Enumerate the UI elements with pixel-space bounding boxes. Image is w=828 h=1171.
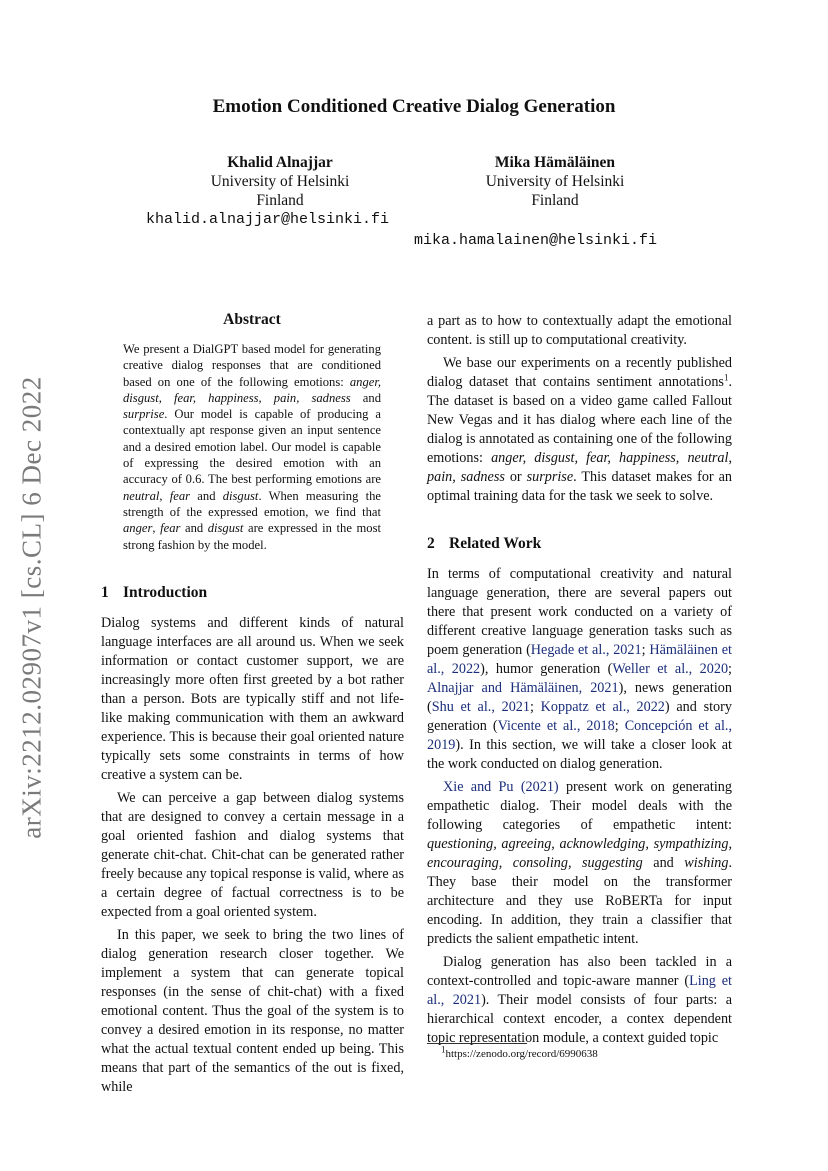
abstract-text: We present a DialGPT based model for generating creative dialog responses that are conditioned based on one of the following emotions: anger, disgust, fear, happiness, pain, sadness and surprise. Our model is capable of producing a contextually apt response given an input sentence and a desired emotion label. Our model is capable of expressing the desired emotion with an accuracy of 0.6. The best performing emotions are neutral, fear and disgust. When measuring the strength of the expressed emotion, we find that anger, fear and disgust are expressed in the most strong fashion by the model.	[123, 342, 381, 552]
citation-link[interactable]: Vicente et al., 2018	[497, 718, 615, 734]
footnote: $^1$https://zenodo.org/record/6990638	[441, 1044, 598, 1060]
author-email[interactable]: khalid.alnajjar@helsinki.fi	[146, 211, 390, 228]
author-1	[180, 153, 380, 210]
author-affiliation: University of Helsinki	[485, 173, 625, 190]
author-name: Mika Hämäläinen	[494, 154, 616, 171]
author-name: Khalid Alnajjar	[227, 154, 333, 171]
citation-link[interactable]: Alnajjar and Hämäläinen, 2021	[427, 680, 619, 696]
citation-link[interactable]: Ling et al., 2021	[427, 973, 732, 1008]
citation-link[interactable]: Concepción et al., 2019	[427, 718, 732, 753]
citation-link[interactable]: Weller et al., 2020	[612, 661, 729, 677]
citation-link[interactable]: Shu et al., 2021	[431, 699, 530, 715]
author-email[interactable]: mika.hamalainen@helsinki.fi	[414, 232, 658, 249]
footnote-url[interactable]: https://zenodo.org/record/6990638	[445, 1048, 598, 1060]
paragraph: In this paper, we seek to bring the two lines of dialog generation research closer together. We implement a system that can generate topical responses (in the sense of chit-chat) with a fixed emotional content. Thus the goal of the system is to convey a desired emotion in its response, no matter what the actual textual content ended up being. This means that part of the semantics of the out is fixed, while	[101, 927, 404, 1095]
author-country: Finland	[256, 192, 304, 209]
citation-link[interactable]: Xie and Pu (2021)	[443, 779, 559, 795]
paragraph: In terms of computational creativity and natural language generation, there are several papers out there that present work conducted on a variety of different creative language generation tasks such as poem generation (Hegade et al., 2021; Hämäläinen et al., 2022), humor generation (Weller et al., 2020; Alnajjar and Hämäläinen, 2021), news generation (Shu et al., 2021; Koppatz et al., 2022) and story generation (Vicente et al., 2018; Concepción et al., 2019). In this section, we will take a closer look at the work conducted on dialog generation.	[427, 566, 732, 772]
paragraph: Xie and Pu (2021) present work on generating empathetic dialog. Their model deals with the following categories of empathetic intent: questioning, agreeing, acknowledging, sympathizing, encouraging, consoling, suggesting and wishing. They base their model on the transformer architecture and they use RoBERTa for input encoding. In addition, they train a classifier that predicts the salient empathetic intent.	[427, 779, 732, 947]
intro-left-text	[101, 614, 404, 1097]
related-work-text	[427, 565, 732, 1048]
section-heading-introduction: 1 Introduction	[101, 584, 208, 601]
paragraph: We can perceive a gap between dialog systems that are designed to convey a certain message in a goal oriented fashion and dialog systems that generate chit-chat. Chit-chat can be generated rather freely because any topical response is valid, where as a certain degree of factual correctness is to be expected from a goal oriented system.	[101, 790, 404, 920]
intro-right-text	[427, 312, 732, 506]
paper-title: Emotion Conditioned Creative Dialog Generation	[212, 96, 616, 117]
section-heading-related-work: 2 Related Work	[427, 535, 542, 552]
author-country: Finland	[531, 192, 579, 209]
author-2	[455, 153, 655, 210]
author-affiliation: University of Helsinki	[210, 173, 350, 190]
citation-link[interactable]: Hegade et al., 2021	[530, 642, 642, 658]
paragraph: Dialog generation has also been tackled in a context-controlled and topic-aware manner (Ling et al., 2021). Their model consists of four parts: a hierarchical context encoder, a contex dependent topic representation module, a context guided topic	[427, 954, 732, 1046]
paragraph: a part as to how to contextually adapt the emotional content. is still up to computational creativity.	[427, 313, 732, 348]
citation-link[interactable]: Hämäläinen et al., 2022	[427, 642, 732, 677]
paragraph: We base our experiments on a recently published dialog dataset that contains sentiment annotations$^1$. The dataset is based on a video game called Fallout New Vegas and it has dialog where each line of the dialog is annotated as containing one of the following emotions: anger, disgust, fear, happiness, neutral, pain, sadness or surprise. This dataset makes for an optimal training data for the task we seek to solve.	[427, 355, 732, 504]
footnote-marker[interactable]: 1	[723, 372, 729, 383]
abstract-heading: Abstract	[223, 311, 281, 328]
paragraph: Dialog systems and different kinds of natural language interfaces are all around us. When we seek information or contact customer support, we are increasingly more often first greeted by a bot rather than a person. Bots are typically stiff and not life-like making communication with them an awkward experience. This is because their goal oriented nature typically sets some constraints in terms of how creative a system can be.	[101, 615, 404, 783]
arxiv-stamp: arXiv:2212.02907v1 [cs.CL] 6 Dec 2022	[16, 376, 47, 839]
citation-link[interactable]: Koppatz et al., 2022	[540, 699, 665, 715]
